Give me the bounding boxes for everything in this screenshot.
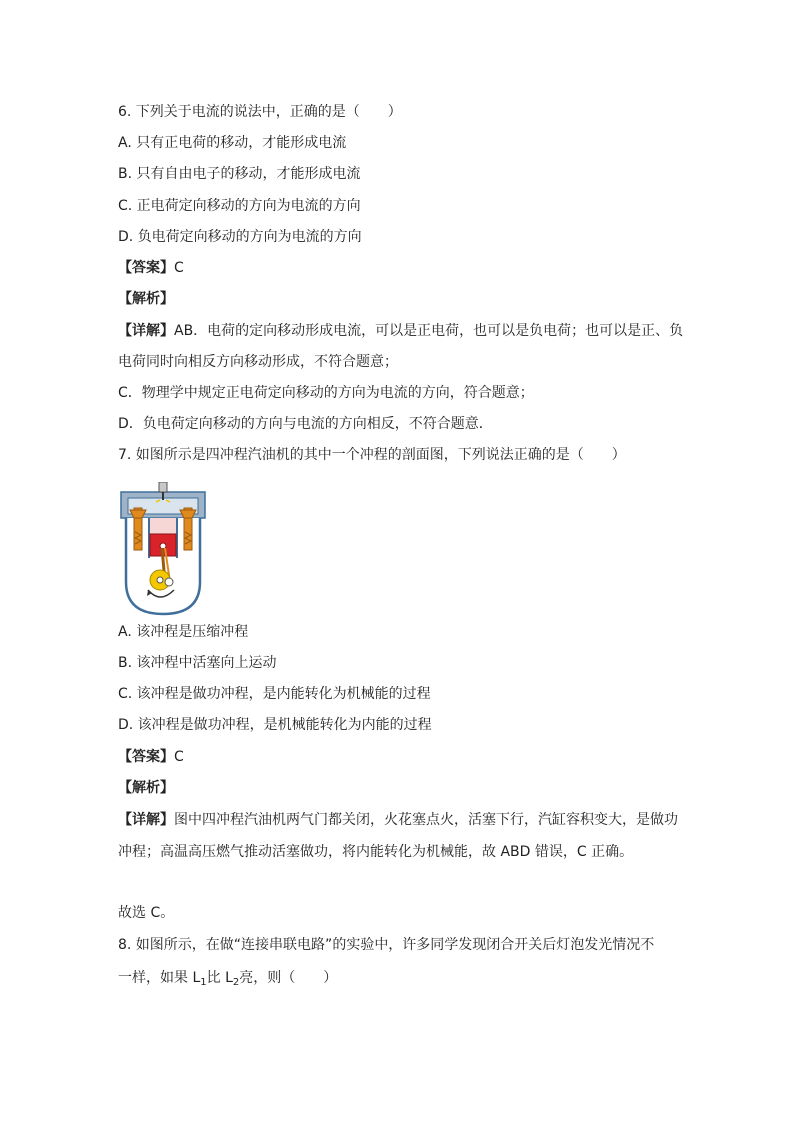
q6-option-c: C. 正电荷定向移动的方向为电流的方向 bbox=[118, 198, 361, 214]
detail-text: AB．电荷的定向移动形成电流，可以是正电荷，也可以是负电荷；也可以是正、负 bbox=[174, 323, 684, 339]
q6-detail-line-1 bbox=[118, 321, 683, 341]
q8-stem-part-3: 亮，则（ ） bbox=[239, 970, 338, 986]
q6-option-a: A. 只有正电荷的移动，才能形成电流 bbox=[118, 135, 347, 151]
q7-stem: 7. 如图所示是四冲程汽油机的其中一个冲程的剖面图，下列说法正确的是（ ） bbox=[118, 447, 626, 463]
q7-detail-line-2: 冲程；高温高压燃气推动活塞做功，将内能转化为机械能，故 ABD 错误，C 正确。 bbox=[118, 844, 634, 860]
q7-option-b: B. 该冲程中活塞向上运动 bbox=[118, 655, 277, 671]
q6-option-d: D. 负电荷定向移动的方向为电流的方向 bbox=[118, 229, 362, 245]
detail-tag: 【详解】 bbox=[118, 323, 174, 339]
q6-detail-line-2: 电荷同时向相反方向移动形成，不符合题意； bbox=[118, 354, 398, 370]
q8-subscript-1: 1 bbox=[200, 977, 207, 988]
q8-stem-part-2: 比 L bbox=[206, 970, 233, 986]
answer-value: C bbox=[174, 749, 184, 765]
q8-stem-line-2 bbox=[118, 968, 337, 993]
answer-tag: 【答案】 bbox=[118, 749, 174, 765]
q7-option-a: A. 该冲程是压缩冲程 bbox=[118, 624, 249, 640]
q7-option-c: C. 该冲程是做功冲程，是内能转化为机械能的过程 bbox=[118, 686, 431, 702]
detail-text: 图中四冲程汽油机两气门都关闭，火花塞点火，活塞下行，汽缸容积变大，是做功 bbox=[174, 812, 678, 828]
q6-detail-line-3: C．物理学中规定正电荷定向移动的方向为电流的方向，符合题意； bbox=[118, 385, 534, 401]
q6-answer bbox=[118, 258, 184, 278]
q6-detail-line-4: D．负电荷定向移动的方向与电流的方向相反，不符合题意． bbox=[118, 416, 493, 432]
q8-subscript-2: 2 bbox=[232, 977, 240, 988]
q7-option-d: D. 该冲程是做功冲程，是机械能转化为内能的过程 bbox=[118, 717, 432, 733]
q7-analysis-tag: 【解析】 bbox=[118, 780, 174, 796]
q6-stem: 6. 下列关于电流的说法中，正确的是（ ） bbox=[118, 104, 402, 120]
q7-answer bbox=[118, 747, 184, 767]
q7-detail-line-1 bbox=[118, 810, 678, 830]
answer-tag: 【答案】 bbox=[118, 260, 174, 276]
q7-conclusion: 故选 C。 bbox=[118, 905, 175, 921]
q8-stem-line-1: 8. 如图所示，在做“连接串联电路”的实验中，许多同学发现闭合开关后灯泡发光情况不 bbox=[118, 937, 655, 953]
detail-tag: 【详解】 bbox=[118, 812, 174, 828]
engine-cross-section-figure bbox=[118, 482, 208, 618]
q6-option-b: B. 只有自由电子的移动，才能形成电流 bbox=[118, 166, 361, 182]
answer-value: C bbox=[174, 260, 184, 276]
q6-analysis-tag: 【解析】 bbox=[118, 291, 174, 307]
q8-stem-part-1: 一样，如果 L bbox=[118, 970, 201, 986]
